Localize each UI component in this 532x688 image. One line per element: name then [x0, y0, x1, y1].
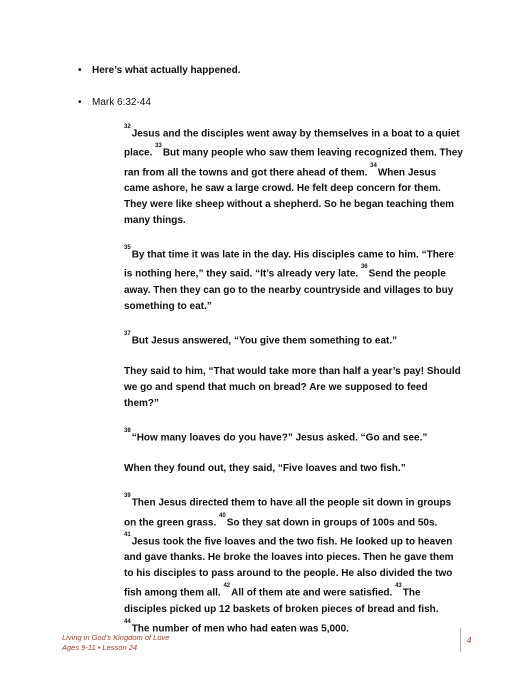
verse-number: 38: [124, 427, 131, 434]
bullet-item: [80, 64, 480, 78]
verse-text: When Jesus came ashore, he saw a large crowd. He felt deep concern for them. They were like sheep without a shepherd. So he began teaching them many things.: [124, 166, 455, 226]
verse-text: Send the people away. Then they can go to the nearby countryside and villages to buy something to eat.”: [124, 268, 454, 312]
scripture-reference: Mark 6:32-44: [92, 97, 151, 108]
verse-number: 43: [395, 583, 402, 590]
verse-number: 33: [155, 143, 162, 150]
bullet-item: [80, 96, 480, 110]
verse-text: They said to him, “That would take more than half a year’s pay! Should we go and spend that much on bread? Are we supposed to feed them?”: [124, 365, 461, 409]
passage-paragraph: [124, 364, 464, 412]
footer-divider: [460, 628, 461, 652]
footer-line-1: Living in God’s Kingdom of Love: [62, 633, 170, 642]
passage-paragraph: [124, 244, 464, 315]
bullet-glyph: •: [78, 97, 82, 108]
footer-line-2: Ages 9-11 • Lesson 24: [62, 643, 138, 652]
verse-text: Jesus took the five loaves and the two fish. He looked up to heaven and gave thanks. He broke the loaves into pieces. Then he gave them to his disciples to pass around to the people. He also divided the two fish among them all.: [124, 536, 454, 599]
verse-text: When they found out, they said, “Five loaves and two fish.”: [124, 463, 406, 475]
verse-text: Jesus and the disciples went away by themselves in a boat to a quiet place.: [124, 128, 460, 159]
scripture-passage: [124, 123, 464, 652]
footer-title: [62, 633, 169, 653]
verse-text: By that time it was late in the day. His disciples came to him. “There is nothing here,” they said. “It’s already very late.: [124, 249, 454, 280]
verse-number: 44: [124, 618, 131, 625]
verse-number: 39: [124, 493, 131, 500]
passage-paragraph: [124, 123, 464, 229]
passage-paragraph: [124, 461, 464, 477]
verse-number: 36: [360, 264, 368, 271]
page-number: 4: [467, 636, 472, 645]
passage-paragraph: [124, 330, 464, 349]
verse-number: 42: [223, 583, 231, 590]
verse-number: 34: [370, 162, 377, 169]
passage-paragraph: [124, 492, 464, 637]
verse-text: So they sat down in groups of 100s and 50s.: [226, 516, 438, 528]
verse-text: The number of men who had eaten was 5,000.: [131, 622, 349, 634]
verse-text: The disciples picked up 12 baskets of broken pieces of bread and fish.: [124, 587, 439, 615]
verse-number: 41: [124, 531, 131, 538]
verse-text: But Jesus answered, “You give them something to eat.”: [131, 334, 398, 346]
verse-text: But many people who saw them leaving recognized them. They ran from all the towns and got there ahead of them.: [124, 147, 463, 178]
bullet-glyph: •: [78, 65, 82, 76]
verse-text: All of them ate and were satisfied.: [231, 587, 396, 599]
verse-number: 35: [124, 244, 131, 251]
passage-paragraph: [124, 427, 464, 446]
verse-number: 32: [124, 124, 131, 130]
verse-text: “How many loaves do you have?” Jesus asked. “Go and see.”: [131, 432, 428, 444]
bullet-list: [80, 64, 480, 110]
verse-number: 37: [124, 330, 131, 337]
verse-number: 40: [219, 512, 226, 519]
bullet-text: Here’s what actually happened.: [92, 65, 241, 76]
verse-text: Then Jesus directed them to have all the people sit down in groups on the green grass.: [124, 497, 452, 528]
